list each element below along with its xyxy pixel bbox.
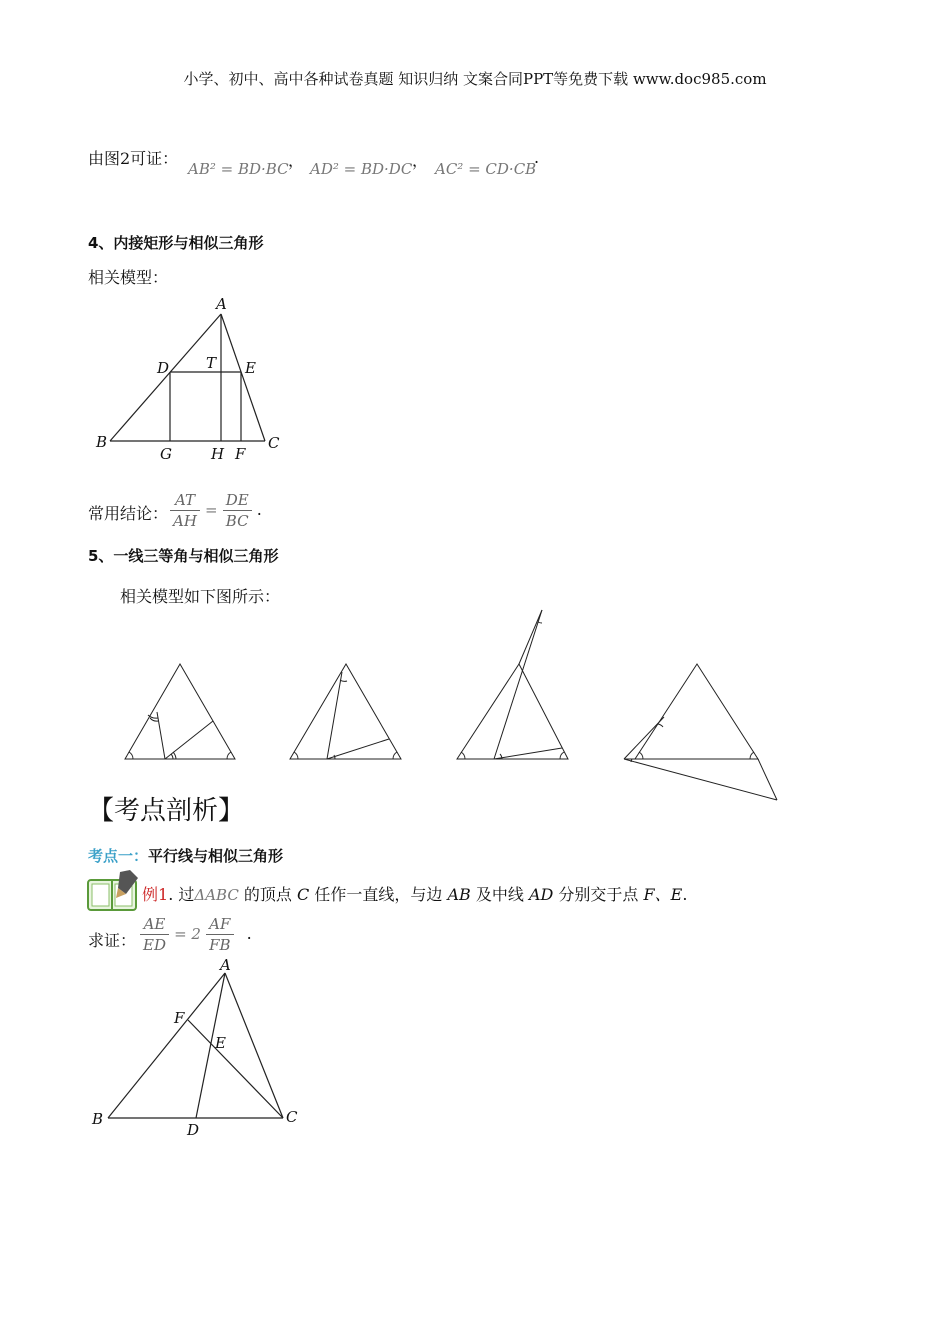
fraction-ae-ed xyxy=(140,914,169,955)
proof-sep-1: ， xyxy=(288,151,305,170)
label-b: B xyxy=(92,1110,104,1128)
point-one-line xyxy=(88,845,283,866)
period: . xyxy=(256,500,262,519)
label-f: F xyxy=(235,445,246,463)
proof-eq-1: AB² = BD·BC xyxy=(188,160,289,178)
section4-title: 4、内接矩形与相似三角形 xyxy=(88,234,264,252)
frac-denominator: BC xyxy=(225,512,249,530)
model-figure-1 xyxy=(125,664,235,759)
label-g: G xyxy=(160,445,172,463)
analysis-title: 【考点剖析】 xyxy=(88,796,245,826)
label-f: F xyxy=(174,1009,185,1027)
frac-numerator: AT xyxy=(170,490,200,511)
points-f-e: F、E xyxy=(643,885,683,904)
equals-sign: = xyxy=(205,501,218,519)
label-a: A xyxy=(220,956,231,974)
proof-eq-2: AD² = BD·DC xyxy=(310,160,413,178)
fraction-at-ah xyxy=(170,490,200,531)
label-t: T xyxy=(206,354,217,372)
label-c: C xyxy=(286,1108,298,1126)
text: . 过 xyxy=(168,885,195,904)
book-pencil-icon xyxy=(86,870,140,914)
fraction-de-bc xyxy=(223,490,252,531)
example1-triangle-figure xyxy=(88,952,318,1147)
point-one-text: 平行线与相似三角形 xyxy=(148,847,284,865)
proof-end: . xyxy=(534,148,540,167)
section5-model-label: 相关模型如下图所示： xyxy=(120,587,281,606)
label-a: A xyxy=(216,295,227,313)
text: 的顶点 xyxy=(238,885,298,904)
text: 任作一直线，与边 xyxy=(309,885,448,904)
segment-ad: AD xyxy=(528,885,554,904)
equals-two: = 2 xyxy=(174,925,201,943)
frac-denominator: ED xyxy=(143,936,166,954)
frac-numerator: AE xyxy=(140,914,169,935)
segment-ab: AB xyxy=(447,885,471,904)
label-c: C xyxy=(268,434,280,452)
section4-conclusion-formula xyxy=(170,490,262,531)
point-one-label: 考点一： xyxy=(88,847,149,865)
section5-title: 5、一线三等角与相似三角形 xyxy=(88,547,279,565)
label-e: E xyxy=(215,1034,226,1052)
line-ac xyxy=(225,973,283,1118)
example1-prove-formula xyxy=(140,914,252,955)
page-header: 小学、初中、高中各种试卷真题 知识归纳 文案合同PPT等免费下载 www.doc985.com xyxy=(183,70,767,88)
period: . xyxy=(246,924,252,943)
point-c: C xyxy=(297,885,310,904)
fig2-proof-prefix: 由图2可证： xyxy=(88,149,179,168)
inscribed-rectangle-figure xyxy=(90,292,290,467)
model-figure-2 xyxy=(290,664,401,759)
fraction-af-fb xyxy=(206,914,233,955)
line-ac xyxy=(221,314,265,441)
example1-prove-prefix: 求证： xyxy=(88,931,137,950)
frac-denominator: AH xyxy=(173,512,197,530)
label-d: D xyxy=(157,359,170,377)
frac-numerator: AF xyxy=(206,914,233,935)
example1-label: 例1 xyxy=(142,885,169,904)
text: 及中线 xyxy=(470,885,529,904)
section4-model-label: 相关模型： xyxy=(88,268,169,287)
label-b: B xyxy=(96,433,108,451)
label-h: H xyxy=(211,445,225,463)
triangle-abc: ΔABC xyxy=(194,886,239,904)
text: 分别交于点 xyxy=(553,885,644,904)
example1-statement xyxy=(142,882,687,905)
label-e: E xyxy=(245,359,256,377)
model-figure-3 xyxy=(457,610,568,759)
frac-numerator: DE xyxy=(223,490,252,511)
label-d: D xyxy=(187,1121,200,1139)
proof-sep-2: ， xyxy=(412,151,429,170)
line-ab xyxy=(108,973,225,1118)
line-cf xyxy=(188,1020,283,1118)
frac-denominator: FB xyxy=(209,936,231,954)
section4-conclusion-prefix: 常用结论： xyxy=(88,504,169,523)
model-figure-4 xyxy=(624,664,777,800)
period: . xyxy=(682,885,688,904)
one-line-three-angles-figures xyxy=(110,600,800,810)
line-ab xyxy=(110,314,221,441)
fig2-proof-line xyxy=(88,146,178,169)
proof-eq-3: AC² = CD·CB xyxy=(435,160,537,178)
